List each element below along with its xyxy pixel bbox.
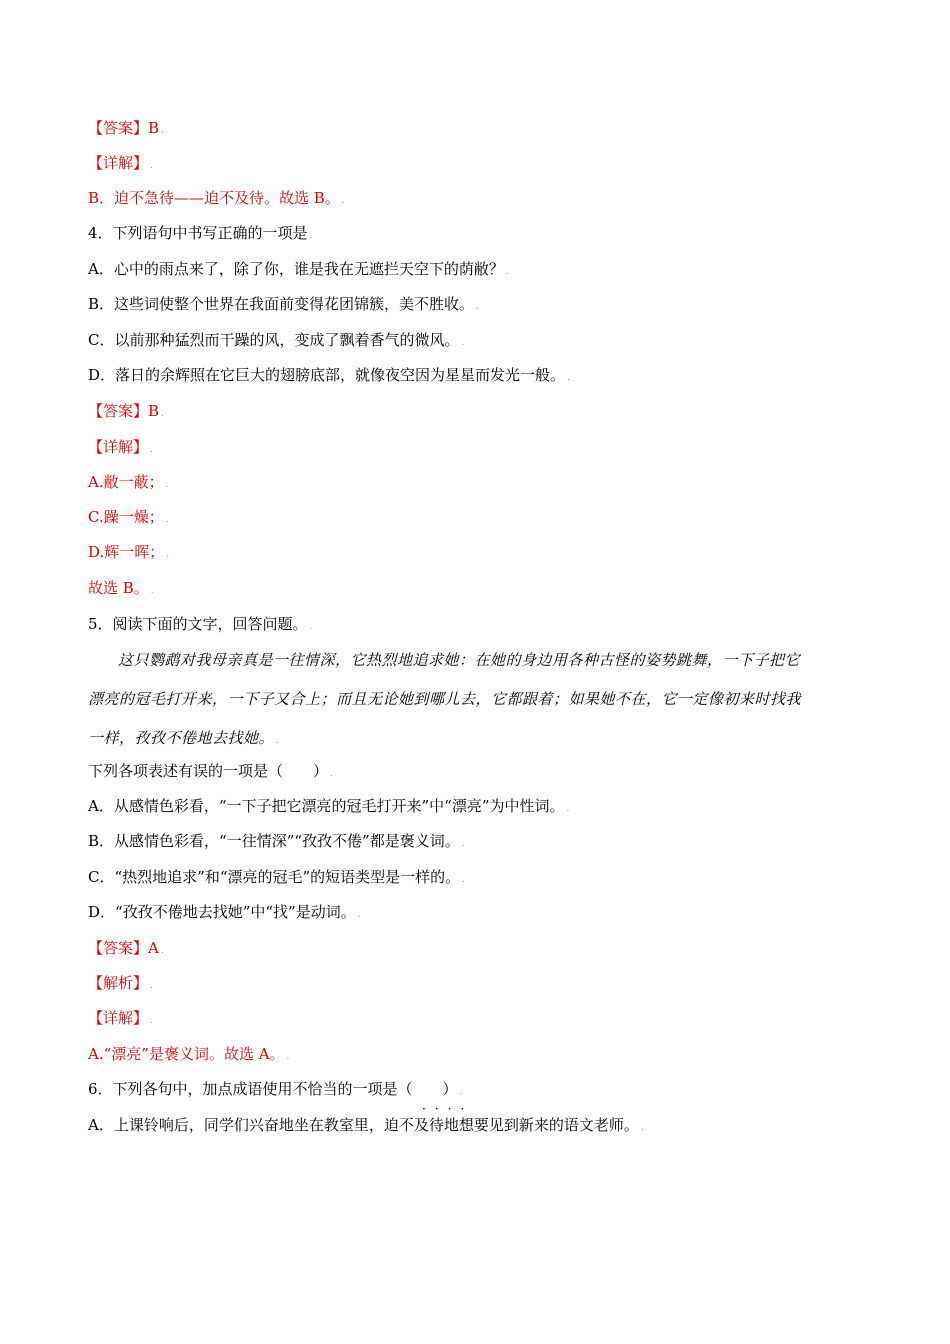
passage-line-2: 漂亮的冠毛打开来，一下子又合上；而且无论她到哪儿去，它都跟着；如果她不在，它一定像初来时找我 [88, 690, 802, 708]
q5-stem: 5．阅读下面的文字，回答问题。 . [88, 615, 313, 633]
q4-detail-3: D.辉一晖； . [88, 543, 170, 561]
q5-option-c: C．“热烈地追求”和“漂亮的冠毛”的短语类型是一样的。 . [88, 868, 466, 886]
q5-answer: 【答案】A . [88, 939, 164, 957]
q6-option-a: A．上课铃响后，同学们兴奋地坐在教室里，迫不及待地想要见到新来的语文老师。 . [88, 1116, 644, 1134]
emphasis-dots: ···· [422, 1102, 474, 1116]
q5-question: 下列各项表述有误的一项是（ ） . [88, 762, 333, 780]
q4-answer: 【答案】B . [88, 402, 164, 420]
q3-answer: 【答案】B . [88, 119, 164, 137]
q4-detail-4: 故选 B。 . [88, 579, 154, 597]
q3-detail-text: B．迫不急待——迫不及待。故选 B。 . [88, 189, 345, 207]
q5-analysis-label: 【解析】 . [88, 974, 153, 992]
q4-option-a: A．心中的雨点来了，除了你，谁是我在无遮拦天空下的荫敝？ . [88, 260, 509, 278]
q4-detail-1: A.敝一蔽； . [88, 473, 169, 491]
q4-option-b: B．这些词使整个世界在我面前变得花团锦簇，美不胜收。 . [88, 295, 479, 313]
q5-detail-label: 【详解】 . [88, 1009, 153, 1027]
q4-option-c: C．以前那种猛烈而干躁的风，变成了飘着香气的微风。 . [88, 331, 465, 349]
q4-option-d: D．落日的余辉照在它巨大的翅膀底部，就像夜空因为星星而发光一般。 . [88, 366, 570, 384]
q4-detail-label: 【详解】 . [88, 438, 153, 456]
q5-option-a: A．从感情色彩看，“一下子把它漂亮的冠毛打开来”中“漂亮”为中性词。 . [88, 797, 570, 815]
q5-detail-text: A.“漂亮”是褒义词。故选 A。 . [88, 1045, 290, 1063]
q4-stem: 4．下列语句中书写正确的一项是 . [88, 224, 313, 242]
passage-line-1: 这只鹦鹉对我母亲真是一往情深，它热烈地追求她：在她的身边用各种古怪的姿势跳舞，一下子把它 [118, 651, 801, 669]
passage-line-3: 一样，孜孜不倦地去找她。 . [88, 729, 280, 747]
q3-detail-label: 【详解】 . [88, 154, 153, 172]
q5-passage [88, 641, 878, 761]
q5-option-b: B．从感情色彩看，“一往情深”“孜孜不倦”都是褒义词。 . [88, 832, 465, 850]
q5-option-d: D．“孜孜不倦地去找她”中“找”是动词。 . [88, 903, 361, 921]
q4-detail-2: C.躁一燥； . [88, 508, 169, 526]
q6-stem: 6．下列各句中，加点成语使用不恰当的一项是（ ） . [88, 1080, 463, 1098]
